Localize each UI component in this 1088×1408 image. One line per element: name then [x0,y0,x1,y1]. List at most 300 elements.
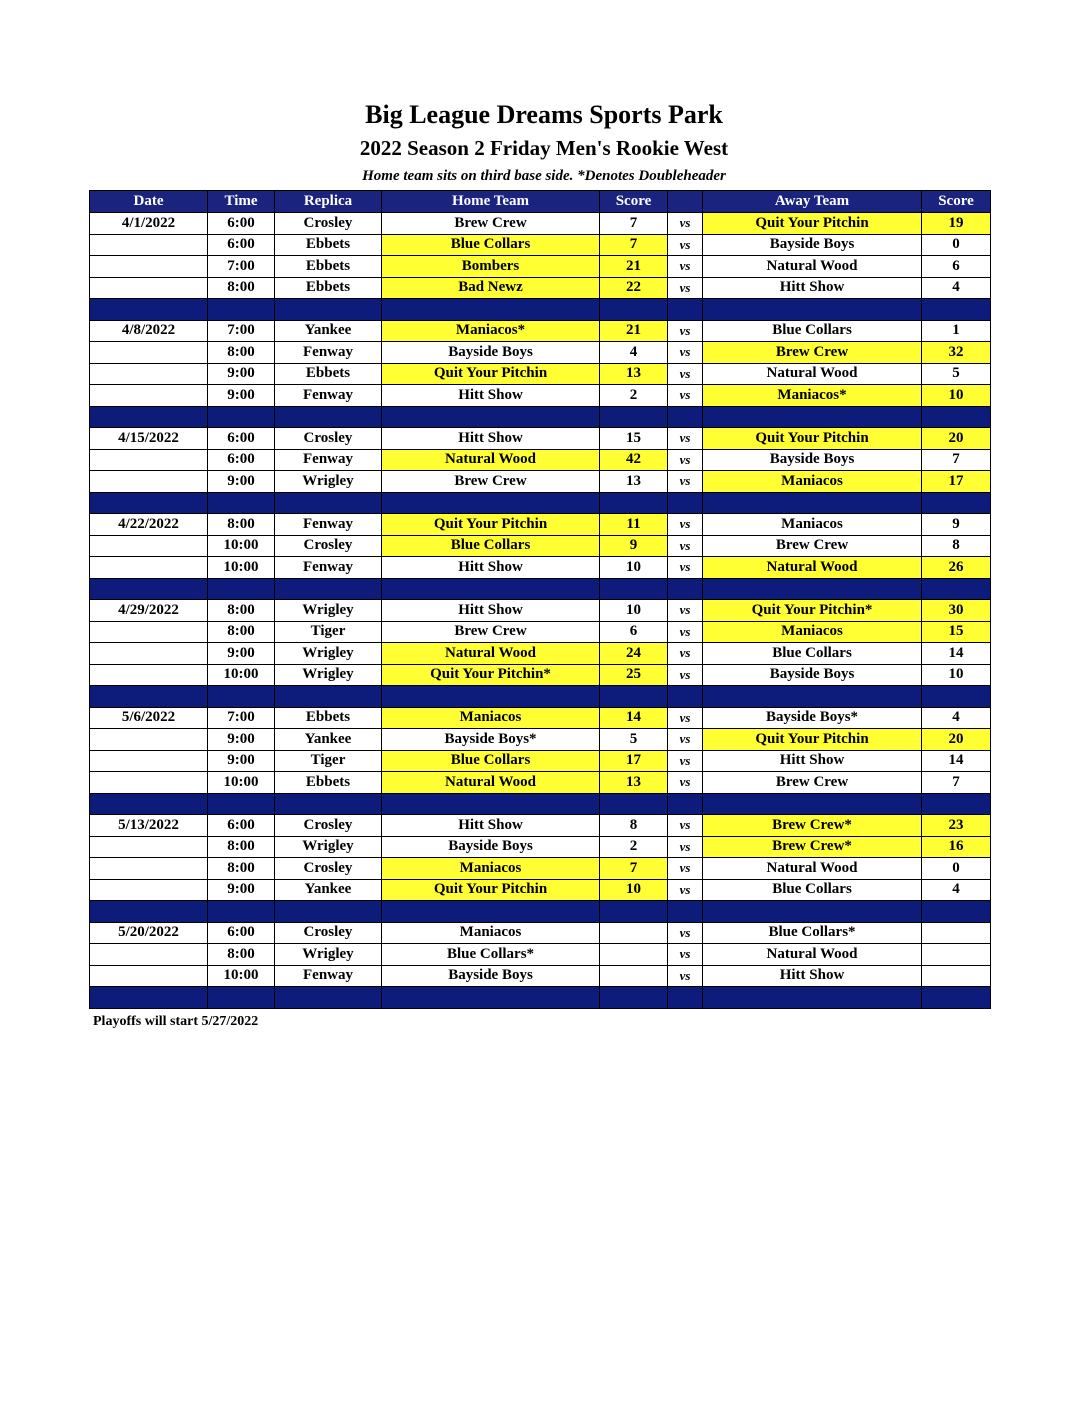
cell-home-score: 7 [600,858,668,880]
separator-cell [922,793,991,815]
cell-vs: vs [668,256,703,278]
cell-vs: vs [668,514,703,536]
cell-time: 7:00 [208,256,275,278]
cell-date [90,621,208,643]
cell-away-score: 17 [922,471,991,493]
schedule-table [89,190,991,1009]
cell-home-team: Quit Your Pitchin [382,363,600,385]
cell-home-score: 21 [600,320,668,342]
table-row [90,514,991,536]
cell-date [90,879,208,901]
separator-cell [275,793,382,815]
cell-replica: Yankee [275,879,382,901]
cell-replica: Wrigley [275,944,382,966]
cell-home-score: 2 [600,836,668,858]
cell-time: 10:00 [208,664,275,686]
cell-time: 10:00 [208,965,275,987]
cell-time: 9:00 [208,471,275,493]
schedule-note: Home team sits on third base side. *Denotes Doubleheader [362,168,726,184]
separator-cell [275,578,382,600]
separator-cell [90,987,208,1009]
cell-vs: vs [668,750,703,772]
cell-time: 8:00 [208,621,275,643]
table-row [90,772,991,794]
cell-date [90,256,208,278]
cell-date: 5/20/2022 [90,922,208,944]
separator-cell [668,987,703,1009]
cell-home-team: Blue Collars [382,750,600,772]
cell-date [90,858,208,880]
cell-home-score [600,944,668,966]
cell-home-score: 2 [600,385,668,407]
separator-cell [600,901,668,923]
table-row [90,707,991,729]
table-row [90,815,991,837]
page-subtitle: 2022 Season 2 Friday Men's Rookie West [359,136,729,160]
cell-vs: vs [668,557,703,579]
cell-replica: Yankee [275,320,382,342]
separator-cell [600,686,668,708]
cell-date [90,836,208,858]
table-row [90,256,991,278]
cell-away-score: 6 [922,256,991,278]
separator-cell [668,793,703,815]
cell-time: 8:00 [208,600,275,622]
cell-time: 7:00 [208,707,275,729]
separator-cell [922,578,991,600]
cell-vs: vs [668,815,703,837]
table-row [90,858,991,880]
cell-vs: vs [668,944,703,966]
cell-date [90,363,208,385]
separator-cell [600,987,668,1009]
cell-replica: Wrigley [275,643,382,665]
separator-cell [668,901,703,923]
separator-cell [90,686,208,708]
cell-home-score: 15 [600,428,668,450]
cell-replica: Wrigley [275,471,382,493]
cell-home-score [600,922,668,944]
cell-time: 10:00 [208,772,275,794]
cell-replica: Fenway [275,557,382,579]
cell-time: 7:00 [208,320,275,342]
cell-date [90,277,208,299]
cell-date [90,342,208,364]
cell-time: 8:00 [208,277,275,299]
cell-vs: vs [668,363,703,385]
cell-date: 4/22/2022 [90,514,208,536]
table-row [90,664,991,686]
cell-home-score: 9 [600,535,668,557]
cell-home-score: 13 [600,471,668,493]
cell-date: 4/29/2022 [90,600,208,622]
table-row [90,944,991,966]
separator-cell [90,299,208,321]
cell-home-team: Brew Crew [382,471,600,493]
cell-time: 6:00 [208,213,275,235]
cell-home-score: 21 [600,256,668,278]
cell-away-team: Quit Your Pitchin [703,213,922,235]
cell-replica: Crosley [275,213,382,235]
cell-time: 6:00 [208,428,275,450]
separator-cell [208,987,275,1009]
table-row [90,750,991,772]
cell-date [90,965,208,987]
cell-time: 9:00 [208,643,275,665]
separator-cell [922,492,991,514]
table-row [90,879,991,901]
separator-cell [275,686,382,708]
cell-home-team: Brew Crew [382,213,600,235]
cell-date [90,535,208,557]
cell-home-team: Maniacos* [382,320,600,342]
table-row [90,621,991,643]
cell-home-team: Blue Collars [382,234,600,256]
cell-away-score: 20 [922,428,991,450]
cell-date [90,471,208,493]
header-date: Date [90,191,208,213]
cell-time: 9:00 [208,363,275,385]
separator-cell [703,793,922,815]
table-row [90,643,991,665]
cell-replica: Ebbets [275,363,382,385]
cell-home-team: Hitt Show [382,600,600,622]
cell-home-score: 11 [600,514,668,536]
separator-cell [600,492,668,514]
cell-away-team: Natural Wood [703,363,922,385]
cell-vs: vs [668,385,703,407]
cell-vs: vs [668,858,703,880]
cell-away-team: Hitt Show [703,277,922,299]
separator-cell [90,901,208,923]
cell-away-team: Brew Crew [703,342,922,364]
separator-cell [275,299,382,321]
cell-away-score: 0 [922,234,991,256]
table-row [90,363,991,385]
cell-vs: vs [668,535,703,557]
cell-away-score: 19 [922,213,991,235]
cell-away-team: Brew Crew* [703,836,922,858]
table-row [90,385,991,407]
cell-home-score: 13 [600,363,668,385]
cell-away-team: Hitt Show [703,965,922,987]
cell-home-team: Quit Your Pitchin [382,879,600,901]
cell-vs: vs [668,922,703,944]
cell-date [90,385,208,407]
cell-replica: Crosley [275,858,382,880]
header-replica: Replica [275,191,382,213]
cell-home-team: Bad Newz [382,277,600,299]
cell-away-team: Quit Your Pitchin [703,729,922,751]
cell-home-score: 4 [600,342,668,364]
table-row [90,471,991,493]
cell-vs: vs [668,277,703,299]
cell-replica: Ebbets [275,772,382,794]
separator-cell [382,406,600,428]
separator-cell [275,406,382,428]
cell-away-team: Bayside Boys* [703,707,922,729]
cell-away-team: Maniacos [703,514,922,536]
cell-away-team: Brew Crew [703,535,922,557]
cell-replica: Wrigley [275,836,382,858]
cell-replica: Wrigley [275,600,382,622]
cell-home-score: 6 [600,621,668,643]
cell-replica: Crosley [275,922,382,944]
cell-home-score: 22 [600,277,668,299]
cell-away-score: 0 [922,858,991,880]
cell-time: 9:00 [208,729,275,751]
separator-cell [90,578,208,600]
table-row [90,213,991,235]
cell-time: 6:00 [208,234,275,256]
cell-time: 8:00 [208,342,275,364]
cell-away-score: 9 [922,514,991,536]
cell-time: 9:00 [208,750,275,772]
header-home-score: Score [600,191,668,213]
cell-date [90,772,208,794]
cell-home-team: Hitt Show [382,557,600,579]
cell-away-score [922,944,991,966]
separator-cell [600,299,668,321]
separator-cell [703,406,922,428]
separator-cell [922,901,991,923]
separator-cell [275,901,382,923]
cell-away-score: 5 [922,363,991,385]
separator-cell [922,406,991,428]
table-row [90,428,991,450]
cell-date [90,750,208,772]
cell-away-score: 15 [922,621,991,643]
cell-away-score: 8 [922,535,991,557]
separator-cell [668,686,703,708]
separator-cell [703,578,922,600]
cell-away-team: Brew Crew [703,772,922,794]
separator-cell [90,406,208,428]
cell-vs: vs [668,965,703,987]
cell-home-team: Hitt Show [382,385,600,407]
separator-cell [90,492,208,514]
cell-date [90,234,208,256]
table-row [90,557,991,579]
cell-home-score: 24 [600,643,668,665]
cell-replica: Crosley [275,815,382,837]
cell-vs: vs [668,428,703,450]
cell-replica: Crosley [275,428,382,450]
separator-cell [382,901,600,923]
cell-away-team: Natural Wood [703,256,922,278]
cell-home-score: 42 [600,449,668,471]
separator-cell [600,406,668,428]
cell-home-team: Maniacos [382,858,600,880]
week-separator [90,793,991,815]
cell-away-team: Natural Wood [703,944,922,966]
cell-home-team: Bayside Boys [382,965,600,987]
cell-away-score: 1 [922,320,991,342]
separator-cell [600,578,668,600]
separator-cell [703,686,922,708]
cell-replica: Ebbets [275,234,382,256]
cell-time: 8:00 [208,944,275,966]
separator-cell [382,987,600,1009]
cell-home-team: Bombers [382,256,600,278]
cell-date [90,643,208,665]
separator-cell [208,686,275,708]
separator-cell [208,492,275,514]
cell-home-score: 8 [600,815,668,837]
week-separator [90,987,991,1009]
separator-cell [382,492,600,514]
header-vs [668,191,703,213]
separator-cell [90,793,208,815]
cell-vs: vs [668,707,703,729]
cell-replica: Ebbets [275,277,382,299]
cell-date: 4/15/2022 [90,428,208,450]
table-row [90,449,991,471]
week-separator [90,406,991,428]
cell-vs: vs [668,621,703,643]
header-away-team: Away Team [703,191,922,213]
separator-cell [922,299,991,321]
separator-cell [382,686,600,708]
cell-vs: vs [668,600,703,622]
cell-away-team: Maniacos [703,471,922,493]
cell-date [90,557,208,579]
cell-vs: vs [668,213,703,235]
table-row [90,234,991,256]
cell-home-team: Bayside Boys [382,342,600,364]
separator-cell [668,299,703,321]
cell-away-team: Blue Collars [703,643,922,665]
cell-home-team: Bayside Boys* [382,729,600,751]
cell-away-team: Natural Wood [703,557,922,579]
cell-away-team: Bayside Boys [703,664,922,686]
cell-away-team: Maniacos* [703,385,922,407]
cell-home-score: 10 [600,879,668,901]
header-time: Time [208,191,275,213]
cell-home-score: 13 [600,772,668,794]
cell-away-team: Maniacos [703,621,922,643]
cell-away-score: 26 [922,557,991,579]
page-title: Big League Dreams Sports Park [365,100,723,129]
cell-home-team: Bayside Boys [382,836,600,858]
cell-home-score: 5 [600,729,668,751]
cell-time: 9:00 [208,385,275,407]
table-row [90,342,991,364]
cell-time: 8:00 [208,836,275,858]
cell-home-team: Blue Collars [382,535,600,557]
cell-away-score [922,965,991,987]
cell-away-score: 10 [922,385,991,407]
cell-replica: Fenway [275,385,382,407]
cell-date: 5/6/2022 [90,707,208,729]
separator-cell [703,987,922,1009]
cell-away-score: 4 [922,277,991,299]
cell-away-score: 4 [922,879,991,901]
cell-replica: Fenway [275,342,382,364]
week-separator [90,686,991,708]
separator-cell [275,987,382,1009]
table-row [90,922,991,944]
cell-home-team: Hitt Show [382,815,600,837]
separator-cell [382,299,600,321]
cell-home-score: 10 [600,600,668,622]
separator-cell [208,406,275,428]
cell-home-team: Maniacos [382,707,600,729]
cell-replica: Ebbets [275,707,382,729]
cell-away-team: Blue Collars [703,879,922,901]
cell-away-score: 30 [922,600,991,622]
table-row [90,729,991,751]
cell-home-score [600,965,668,987]
cell-replica: Wrigley [275,664,382,686]
cell-away-team: Hitt Show [703,750,922,772]
cell-time: 6:00 [208,922,275,944]
separator-cell [208,901,275,923]
cell-date: 5/13/2022 [90,815,208,837]
cell-away-score: 20 [922,729,991,751]
cell-home-team: Quit Your Pitchin [382,514,600,536]
separator-cell [922,987,991,1009]
cell-time: 6:00 [208,815,275,837]
separator-cell [275,492,382,514]
cell-time: 8:00 [208,514,275,536]
week-separator [90,299,991,321]
cell-date [90,449,208,471]
table-row [90,965,991,987]
cell-vs: vs [668,879,703,901]
cell-home-score: 10 [600,557,668,579]
cell-replica: Crosley [275,535,382,557]
separator-cell [668,578,703,600]
separator-cell [668,406,703,428]
cell-home-score: 14 [600,707,668,729]
cell-away-team: Quit Your Pitchin* [703,600,922,622]
cell-away-score: 7 [922,772,991,794]
cell-date [90,729,208,751]
cell-replica: Tiger [275,750,382,772]
cell-away-team: Brew Crew* [703,815,922,837]
cell-vs: vs [668,342,703,364]
cell-away-team: Natural Wood [703,858,922,880]
cell-vs: vs [668,643,703,665]
separator-cell [703,299,922,321]
cell-away-score: 14 [922,750,991,772]
cell-replica: Ebbets [275,256,382,278]
header-home-team: Home Team [382,191,600,213]
cell-replica: Fenway [275,449,382,471]
cell-away-team: Blue Collars [703,320,922,342]
separator-cell [600,793,668,815]
cell-date: 4/8/2022 [90,320,208,342]
header-row [90,191,991,213]
cell-away-team: Bayside Boys [703,234,922,256]
cell-away-team: Blue Collars* [703,922,922,944]
cell-vs: vs [668,729,703,751]
table-row [90,600,991,622]
cell-vs: vs [668,320,703,342]
cell-home-score: 7 [600,234,668,256]
cell-time: 8:00 [208,858,275,880]
cell-time: 10:00 [208,535,275,557]
cell-vs: vs [668,234,703,256]
cell-away-team: Bayside Boys [703,449,922,471]
cell-replica: Fenway [275,514,382,536]
cell-away-score: 10 [922,664,991,686]
cell-away-score: 7 [922,449,991,471]
separator-cell [382,793,600,815]
cell-away-team: Quit Your Pitchin [703,428,922,450]
week-separator [90,578,991,600]
